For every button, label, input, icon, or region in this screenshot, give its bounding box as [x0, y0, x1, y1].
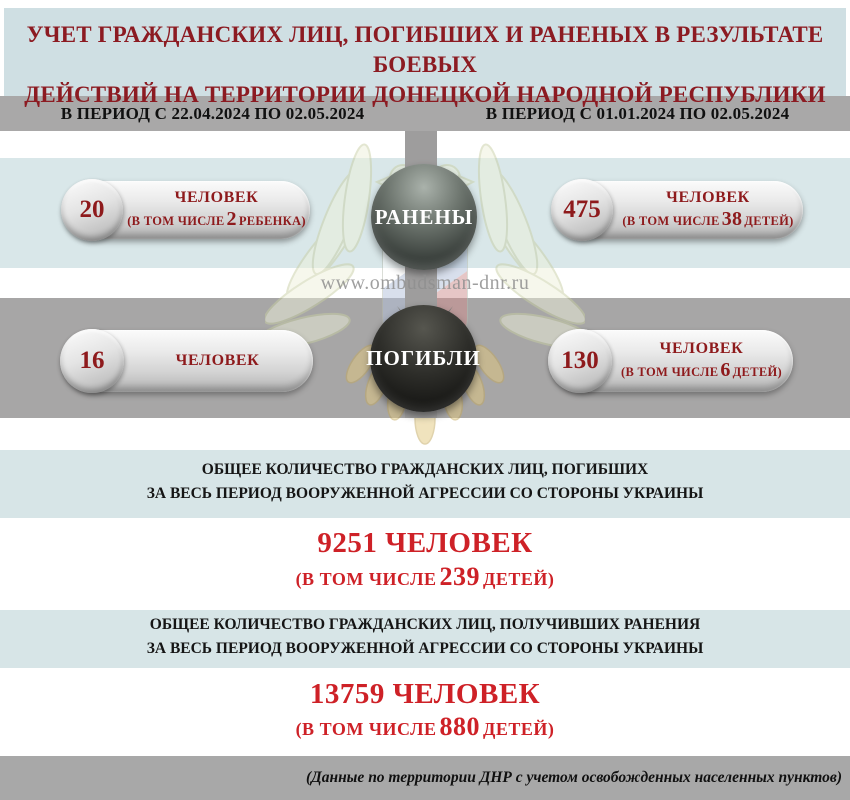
note-prefix: (В ТОМ ЧИСЛЕ	[295, 569, 437, 589]
page-title-line2: ДЕЙСТВИЙ НА ТЕРРИТОРИИ ДОНЕЦКОЙ НАРОДНОЙ РЕСПУБЛИКИ	[24, 82, 826, 107]
note-prefix: (В ТОМ ЧИСЛЕ	[621, 365, 719, 379]
note-number: 38	[721, 208, 743, 230]
wounded-ytd-pill	[553, 181, 803, 239]
wounded-recent-unit-label: ЧЕЛОВЕК	[174, 189, 259, 206]
page-title	[0, 20, 850, 110]
footnote: (Данные по территории ДНР с учетом освобожденных населенных пунктов)	[305, 769, 842, 786]
total-killed-heading-line2: ЗА ВЕСЬ ПЕРИОД ВООРУЖЕННОЙ АГРЕССИИ СО СТОРОНЫ УКРАИНЫ	[146, 485, 704, 502]
note-number: 239	[439, 562, 481, 591]
killed-ytd-note	[610, 359, 793, 382]
note-prefix: (В ТОМ ЧИСЛЕ	[127, 214, 225, 228]
killed-recent-count-badge: 16	[60, 329, 124, 393]
page-title-line1: УЧЕТ ГРАЖДАНСКИХ ЛИЦ, ПОГИБШИХ И РАНЕНЫХ В РЕЗУЛЬТАТЕ БОЕВЫХ	[26, 22, 824, 77]
note-suffix: РЕБЕНКА)	[238, 214, 306, 228]
note-number: 880	[439, 712, 481, 741]
wounded-circle-label: РАНЕНЫ	[374, 204, 474, 229]
total-wounded-heading-line1: ОБЩЕЕ КОЛИЧЕСТВО ГРАЖДАНСКИХ ЛИЦ, ПОЛУЧИВШИХ РАНЕНИЯ	[149, 616, 701, 633]
note-number: 2	[226, 208, 237, 230]
killed-recent-unit-label: ЧЕЛОВЕК	[175, 352, 260, 369]
note-prefix: (В ТОМ ЧИСЛЕ	[295, 719, 437, 739]
killed-ytd-count-badge: 130	[548, 329, 612, 393]
total-killed-heading-line1: ОБЩЕЕ КОЛИЧЕСТВО ГРАЖДАНСКИХ ЛИЦ, ПОГИБШИХ	[201, 461, 649, 478]
wounded-circle	[371, 164, 477, 270]
killed-circle	[366, 305, 481, 412]
wounded-ytd-note	[613, 208, 803, 231]
total-wounded-heading-line2: ЗА ВЕСЬ ПЕРИОД ВООРУЖЕННОЙ АГРЕССИИ СО СТОРОНЫ УКРАИНЫ	[146, 640, 704, 657]
note-suffix: ДЕТЕЙ)	[483, 569, 555, 589]
wounded-recent-count-badge: 20	[61, 179, 123, 241]
killed-circle-label: ПОГИБЛИ	[366, 346, 481, 370]
note-prefix: (В ТОМ ЧИСЛЕ	[622, 214, 720, 228]
wounded-recent-pill	[63, 181, 310, 239]
total-killed-note	[0, 562, 850, 592]
total-wounded-number: 13759 ЧЕЛОВЕК	[309, 678, 541, 710]
total-killed-number: 9251 ЧЕЛОВЕК	[317, 527, 533, 559]
total-killed-heading	[0, 458, 850, 506]
wounded-ytd-count-badge: 475	[551, 179, 613, 241]
note-suffix: ДЕТЕЙ)	[744, 214, 794, 228]
killed-ytd-unit-label: ЧЕЛОВЕК	[659, 340, 744, 357]
total-wounded-heading	[0, 613, 850, 661]
note-suffix: ДЕТЕЙ)	[483, 719, 555, 739]
note-number: 6	[720, 359, 731, 381]
killed-ytd-pill	[550, 330, 793, 392]
period-right-label: В ПЕРИОД С 01.01.2024 ПО 02.05.2024	[485, 103, 790, 123]
killed-recent-pill	[62, 330, 313, 392]
wounded-recent-note	[123, 208, 310, 231]
total-wounded-note	[0, 712, 850, 742]
watermark-url: www.ombudsman-dnr.ru	[320, 272, 530, 294]
wounded-ytd-unit-label: ЧЕЛОВЕК	[666, 189, 750, 206]
note-suffix: ДЕТЕЙ)	[732, 365, 782, 379]
period-left-label: В ПЕРИОД С 22.04.2024 ПО 02.05.2024	[60, 103, 365, 123]
